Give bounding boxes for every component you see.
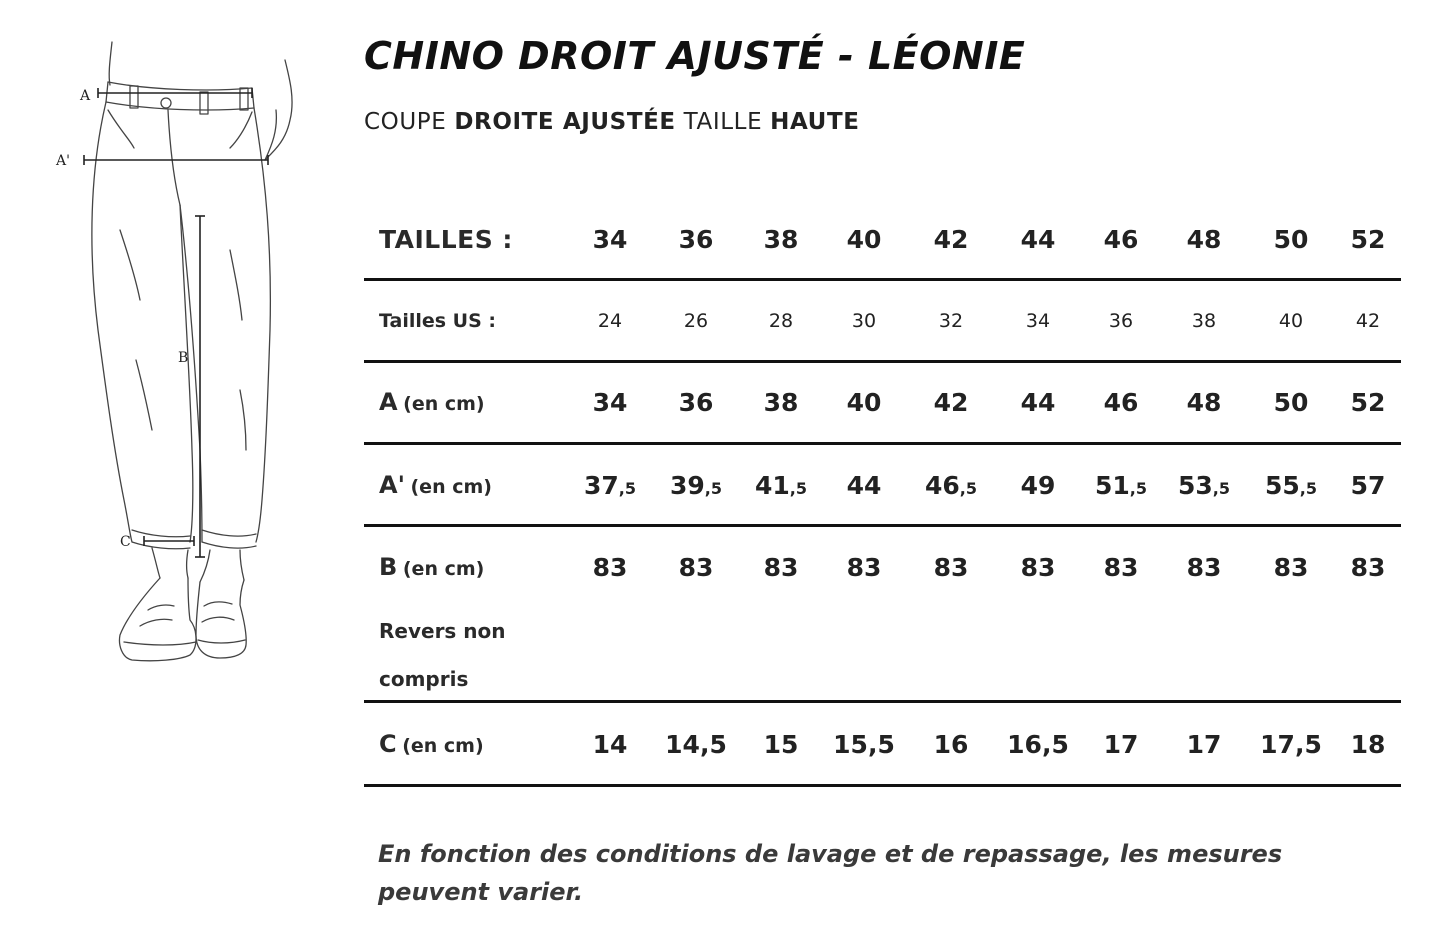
c-value-cell: 18 (1350, 730, 1386, 759)
b-label (379, 553, 484, 581)
us-size-cell: 42 (1355, 310, 1381, 332)
b-label-unit: (en cm) (402, 558, 485, 580)
a-prime-label (379, 471, 492, 499)
a-prime-value-cell (819, 471, 909, 500)
size-cell: 48 (1186, 225, 1222, 254)
b-value-cell: 83 (678, 553, 714, 582)
value-integer: 41 (754, 471, 790, 500)
value-integer: 51 (1094, 471, 1130, 500)
marker-b-label: B (178, 350, 189, 366)
c-value-cell: 15,5 (833, 730, 895, 759)
c-value-cell: 16,5 (1007, 730, 1069, 759)
a-value-cell: 34 (592, 388, 628, 417)
b-label-letter: B (379, 553, 398, 581)
c-value-cell: 17,5 (1260, 730, 1322, 759)
c-value-cell: 15 (763, 730, 799, 759)
value-integer: 49 (1020, 471, 1056, 500)
subtitle-part-2: DROITE AJUSTÉE (454, 109, 676, 135)
b-note: Revers non compris (379, 619, 506, 691)
b-value-cell: 83 (1103, 553, 1139, 582)
us-size-cell: 34 (1025, 310, 1051, 332)
c-label-unit: (en cm) (402, 735, 484, 757)
marker-a-label: A (80, 88, 91, 104)
table-row-a-prime (364, 445, 1401, 527)
size-cell: 44 (1020, 225, 1056, 254)
value-integer: 39 (669, 471, 705, 500)
value-decimal: ,5 (789, 479, 807, 498)
a-value-cell: 36 (678, 388, 714, 417)
b-value-cell: 83 (1273, 553, 1309, 582)
a-prime-value-cell (993, 471, 1083, 500)
value-integer: 37 (583, 471, 619, 500)
us-size-cell: 28 (768, 310, 794, 332)
b-value-cell: 83 (1020, 553, 1056, 582)
a-value-cell: 52 (1350, 388, 1386, 417)
b-value-cell: 83 (846, 553, 882, 582)
c-value-cell: 14 (592, 730, 628, 759)
size-cell: 46 (1103, 225, 1139, 254)
footnote: En fonction des conditions de lavage et de repassage, les mesures peuvent varier. (378, 840, 1283, 906)
a-prime-value-cell (906, 471, 996, 500)
subtitle-part-4: HAUTE (770, 109, 860, 135)
b-value-cell: 83 (763, 553, 799, 582)
b-value-cell: 83 (1350, 553, 1386, 582)
pants-measurement-illustration (40, 30, 330, 680)
table-row-c (364, 703, 1401, 787)
a-prime-value-cell (651, 471, 741, 500)
b-value-cell: 83 (1186, 553, 1222, 582)
size-cell: 34 (592, 225, 628, 254)
c-label-letter: C (379, 730, 397, 758)
a-value-cell: 48 (1186, 388, 1222, 417)
table-row-sizes (364, 200, 1401, 281)
c-value-cell: 17 (1103, 730, 1139, 759)
subtitle-part-1: COUPE (364, 109, 455, 135)
size-cell: 38 (763, 225, 799, 254)
a-label-unit: (en cm) (403, 393, 485, 415)
a-prime-value-cell (565, 471, 655, 500)
value-decimal: ,5 (1129, 479, 1147, 498)
a-prime-label-letter: A' (379, 471, 405, 499)
us-size-cell: 32 (938, 310, 964, 332)
us-size-cell: 24 (597, 310, 623, 332)
a-value-cell: 40 (846, 388, 882, 417)
marker-a-prime-label: A' (56, 153, 70, 169)
a-prime-label-unit: (en cm) (410, 476, 492, 498)
b-value-cell: 83 (933, 553, 969, 582)
us-size-cell: 36 (1108, 310, 1134, 332)
table-row-b (364, 527, 1401, 703)
value-decimal: ,5 (618, 479, 636, 498)
us-size-cell: 38 (1191, 310, 1217, 332)
a-prime-value-cell (1323, 471, 1413, 500)
table-row-us-sizes (364, 281, 1401, 363)
c-value-cell: 16 (933, 730, 969, 759)
value-decimal: ,5 (704, 479, 722, 498)
sizes-label: TAILLES : (379, 225, 513, 254)
us-size-cell: 30 (851, 310, 877, 332)
a-label-letter: A (379, 388, 398, 416)
us-size-cell: 26 (683, 310, 709, 332)
table-row-a (364, 363, 1401, 445)
b-value-cell: 83 (592, 553, 628, 582)
c-value-cell: 17 (1186, 730, 1222, 759)
value-integer: 57 (1350, 471, 1386, 500)
a-value-cell: 46 (1103, 388, 1139, 417)
subtitle-part-3: TAILLE (675, 109, 771, 135)
value-integer: 53 (1177, 471, 1213, 500)
size-cell: 50 (1273, 225, 1309, 254)
size-cell: 42 (933, 225, 969, 254)
a-value-cell: 38 (763, 388, 799, 417)
page-subtitle (364, 109, 860, 135)
size-cell: 52 (1350, 225, 1386, 254)
size-chart-table (364, 200, 1401, 787)
page-title: CHINO DROIT AJUSTÉ - LÉONIE (364, 34, 1026, 78)
a-value-cell: 50 (1273, 388, 1309, 417)
us-sizes-label: Tailles US : (379, 310, 497, 332)
size-cell: 40 (846, 225, 882, 254)
value-decimal: ,5 (1299, 479, 1317, 498)
c-label (379, 730, 484, 758)
us-size-cell: 40 (1278, 310, 1304, 332)
a-value-cell: 42 (933, 388, 969, 417)
marker-c-label: C (120, 534, 131, 550)
a-prime-value-cell (1076, 471, 1166, 500)
size-cell: 36 (678, 225, 714, 254)
a-prime-value-cell (736, 471, 826, 500)
a-label (379, 388, 485, 416)
value-decimal: ,5 (1212, 479, 1230, 498)
value-integer: 55 (1264, 471, 1300, 500)
a-prime-value-cell (1159, 471, 1249, 500)
value-integer: 44 (846, 471, 882, 500)
value-decimal: ,5 (959, 479, 977, 498)
c-value-cell: 14,5 (665, 730, 727, 759)
a-value-cell: 44 (1020, 388, 1056, 417)
value-integer: 46 (924, 471, 960, 500)
